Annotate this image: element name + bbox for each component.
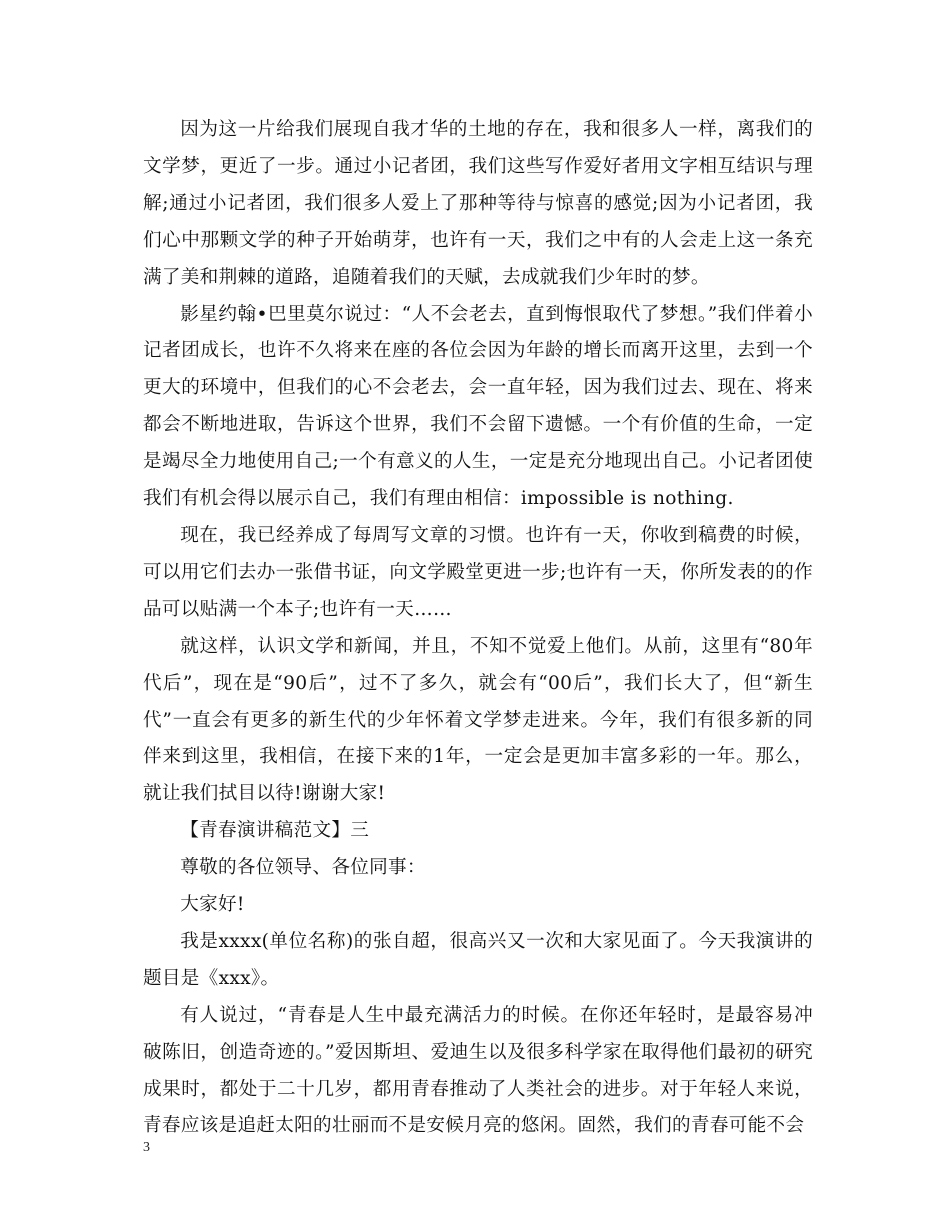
paragraph-4: 就这样，认识文学和新闻，并且，不知不觉爱上他们。从前，这里有“80年代后”，现在是“90后”，过不了多久，就会有“00后”，我们长大了，但“新生代”一直会有更多的新生代的少年怀着文学梦走进来。今年，我们有很多新的同伴来到这里，我相信，在接下来的1年，一定会是更加丰富多彩的一年。那么，就让我们拭目以待!谢谢大家! <box>143 635 813 805</box>
paragraph-1: 因为这一片给我们展现自我才华的土地的存在，我和很多人一样，离我们的文学梦，更近了一步。通过小记者团，我们这些写作爱好者用文字相互结识与理解;通过小记者团，我们很多人爱上了那种等待与惊喜的感觉;因为小记者团，我们心中那颗文学的种子开始萌芽，也许有一天，我们之中有的人会走上这一条充满了美和荆棘的道路，追随着我们的天赋，去成就我们少年时的梦。 <box>143 119 813 288</box>
salutation: 尊敬的各位领导、各位同事： <box>180 857 426 879</box>
paragraph-2: 影星约翰•巴里莫尔说过：“人不会老去，直到悔恨取代了梦想。”我们伴着小记者团成长，也许不久将来在座的各位会因为年龄的增长而离开这里，去到一个更大的环境中，但我们的心不会老去，会一直年轻，因为我们过去、现在、将来都会不断地进取，告诉这个世界，我们不会留下遗憾。一个有价值的生命，一定是竭尽全力地使用自己;一个有意义的人生，一定是充分地现出自己。小记者团使我们有机会得以展示自己，我们有理由相信：impossible is nothing. <box>143 303 813 510</box>
document-body <box>143 112 813 1145</box>
paragraph-introduction: 我是xxxx(单位名称)的张自超，很高兴又一次和大家见面了。今天我演讲的题目是《xxx》。 <box>143 930 813 989</box>
section-heading: 【青春演讲稿范文】三 <box>180 820 370 842</box>
paragraph-3: 现在，我已经养成了每周写文章的习惯。也许有一天，你收到稿费的时候，可以用它们去办一张借书证，向文学殿堂更进一步;也许有一天，你所发表的的作品可以贴满一个本子;也许有一天…… <box>143 524 813 620</box>
paragraph-youth: 有人说过，“青春是人生中最充满活力的时候。在你还年轻时，是最容易冲破陈旧，创造奇迹的。”爱因斯坦、爱迪生以及很多科学家在取得他们最初的研究成果时，都处于二十几岁，都用青春推动了人类社会的进步。对于年轻人来说，青春应该是追赶太阳的壮丽而不是安候月亮的悠闲。固然，我们的青春可能不会 <box>143 1004 813 1137</box>
greeting: 大家好! <box>180 894 245 916</box>
page-number: 3 <box>143 1140 150 1155</box>
